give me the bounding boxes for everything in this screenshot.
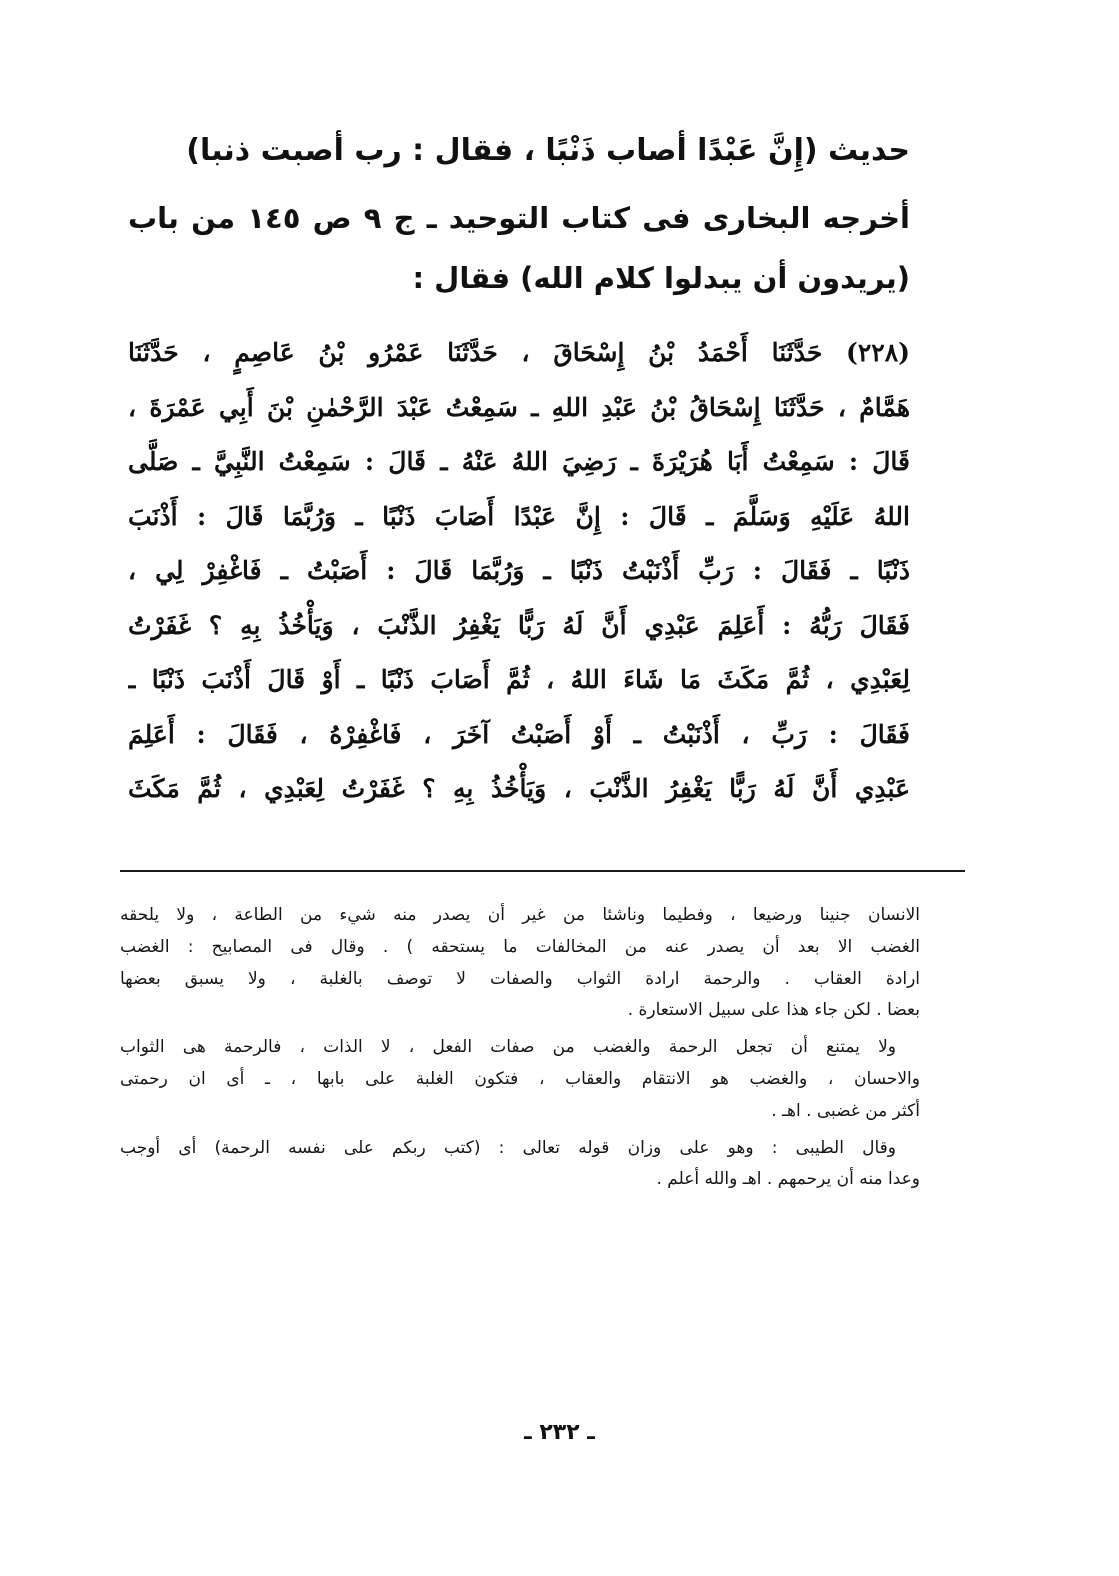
footnote-separator (120, 870, 965, 872)
hadith-line: هَمَّامٌ ، حَدَّثَنَا إِسْحَاقُ بْنُ عَبْدِ اللهِ ـ سَمِعْتُ عَبْدَ الرَّحْمٰنِ بْنَ أَبِي عَمْرَةَ ، (128, 392, 910, 422)
hadith-text (128, 326, 910, 817)
hadith-line: قَالَ : سَمِعْتُ أَبَا هُرَيْرَةَ ـ رَضِيَ اللهُ عَنْهُ ـ قَالَ : سَمِعْتُ النَّبِيَّ ـ صَلَّى (128, 447, 910, 476)
source-line: أخرجه البخارى فى كتاب التوحيد ـ ج ٩ ص ١٤٥ من باب (128, 201, 910, 235)
footnote-line: بعضا . لكن جاء هذا على سبيل الاستعارة . (627, 1000, 920, 1021)
footnote-line: الغضب الا بعد أن يصدر عنه من المخالفات ما يستحقه ) . وقال فى المصابيح : الغضب (120, 936, 920, 957)
footnote-line: ارادة العقاب . والرحمة ارادة الثواب والصفات لا توصف بالغلبة ، ولا يسبق بعضها (120, 968, 920, 989)
footnote-line: أكثر من غضبى . اهـ . (771, 1100, 920, 1121)
footnote-line: ولا يمتنع أن تجعل الرحمة والغضب من صفات الفعل ، لا الذات ، فالرحمة هى الثواب (120, 1037, 896, 1058)
hadith-line: اللهُ عَلَيْهِ وَسَلَّمَ ـ قَالَ : إِنَّ عَبْدًا أَصَابَ ذَنْبًا ـ وَرُبَّمَا قَالَ : أَذْنَبَ (128, 501, 910, 531)
hadith-line: عَبْدِي أَنَّ لَهُ رَبًّا يَغْفِرُ الذَّنْبَ ، وَيَأْخُذُ بِهِ ؟ غَفَرْتُ لِعَبْدِي ، ثُمَّ مَكَثَ (128, 774, 910, 803)
hadith-line: فَقَالَ : رَبِّ ، أَذْنَبْتُ ـ أَوْ أَصَبْتُ آخَرَ ، فَاغْفِرْهُ ، فَقَالَ : أَعَلِمَ (128, 719, 910, 749)
footnotes (120, 900, 920, 1196)
footnote-line: وقال الطيبى : وهو على وزان قوله تعالى : (كتب ربكم على نفسه الرحمة) أى أوجب (120, 1137, 896, 1158)
footnote-line: الانسان جنينا ورضيعا ، وفطيما وناشئا من غير أن يصدر منه شيء من الطاعة ، ولا يلحقه (120, 905, 920, 925)
hadith-line: لِعَبْدِي ، ثُمَّ مَكَثَ مَا شَاءَ اللهُ ، ثُمَّ أَصَابَ ذَنْبًا ـ أَوْ قَالَ أَذْنَبَ ذَنْبًا ـ (128, 665, 910, 694)
hadith-line: (٢٢٨) حَدَّثَنَا أَحْمَدُ بْنُ إِسْحَاقَ ، حَدَّثَنَا عَمْرُو بْنُ عَاصِمٍ ، حَدَّثَنَا (128, 338, 910, 367)
hadith-line: ذَنْبًا ـ فَقَالَ : رَبِّ أَذْنَبْتُ ذَنْبًا ـ وَرُبَّمَا قَالَ : أَصَبْتُ ـ فَاغْفِرْ لِي ، (128, 556, 910, 585)
page-number: ـ ٢٣٢ ـ (524, 1420, 595, 1445)
footnote-line: والاحسان ، والغضب هو الانتقام والعقاب ، فتكون الغلبة على بابها ، ـ أى ان رحمتى (120, 1068, 920, 1089)
hadith-title: حديث (إِنَّ عَبْدًا أصاب ذَنْبًا ، فقال : رب أصبت ذنبا) (186, 133, 910, 168)
source-line: (يريدون أن يبدلوا كلام الله) فقال : (412, 261, 910, 295)
footnote-line: وعدا منه أن يرحمهم . اهـ والله أعلم . (656, 1169, 920, 1190)
hadith-line: فَقَالَ رَبُّهُ : أَعَلِمَ عَبْدِي أَنَّ لَهُ رَبًّا يَغْفِرُ الذَّنْبَ ، وَيَأْخُذُ بِهِ ؟ غَفَرْتُ (128, 610, 910, 640)
